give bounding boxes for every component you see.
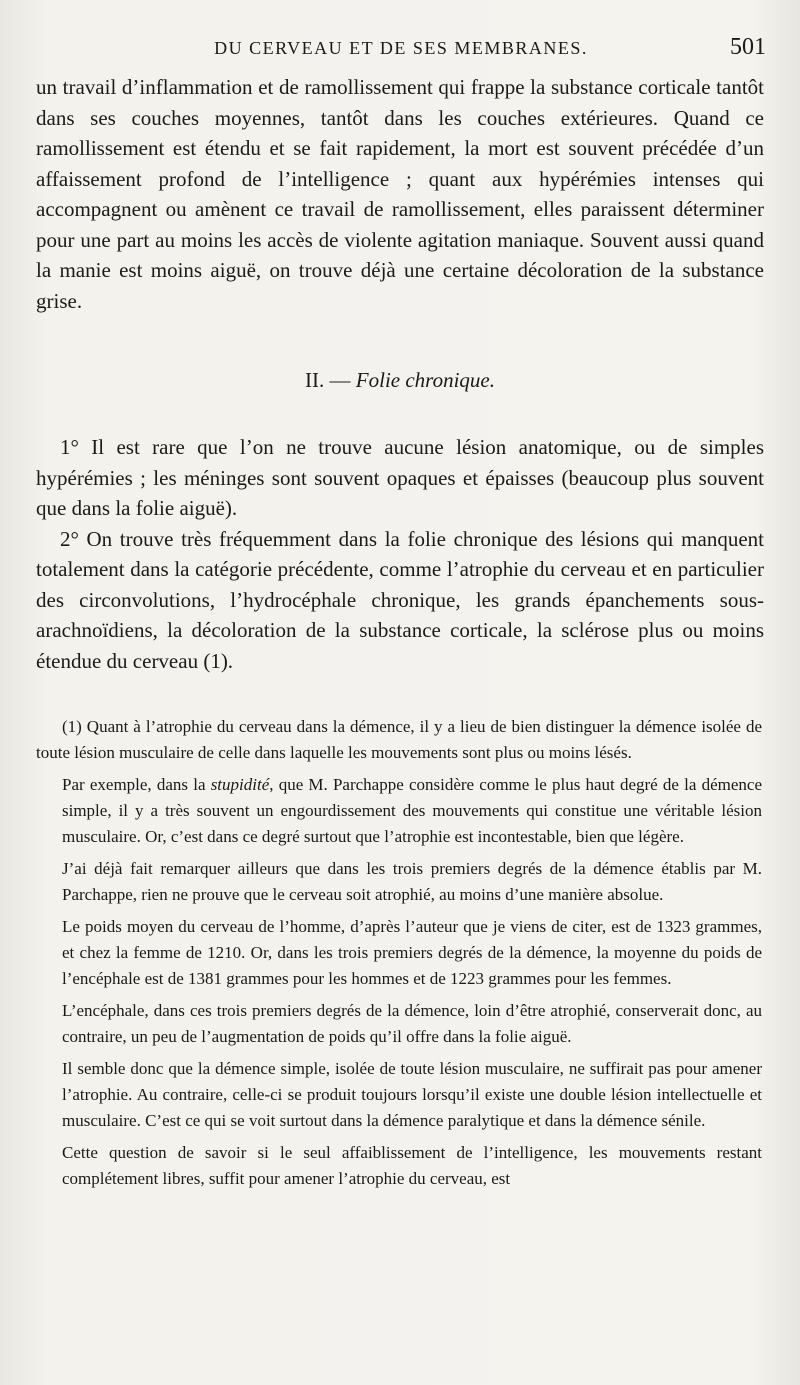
footnote-3: J’ai déjà fait remarquer ailleurs que dans les trois premiers degrés de la démence établis par M. Parchappe, rien ne prouve que le cerveau soit atrophié, au moins d’une manière absolue.: [62, 859, 762, 904]
opening-paragraph: un travail d’inflammation et de ramollissement qui frappe la substance corticale tantôt dans ses couches moyennes, tantôt dans les couches extérieures. Quand ce ramollissement est étendu et se fait rapidement, la mort est souvent précédée d’un affaissement profond de l’intelligence ; quant aux hypérémies intenses qui accompagnent ou amènent ce travail de ramollissement, elles paraissent déterminer pour une part au moins les accès de violente agitation maniaque. Souvent aussi quand la manie est moins aiguë, on trouve déjà une certaine décoloration de la substance grise.: [36, 75, 764, 313]
footnote-2-italic: stupidité: [210, 775, 270, 794]
footnote-1: (1) Quant à l’atrophie du cerveau dans la démence, il y a lieu de bien distinguer la démence isolée de toute lésion musculaire de celle dans laquelle les mouvements sont plus ou moins lésés.: [36, 717, 762, 762]
main-text-top: [36, 72, 764, 316]
footnote-6: Il semble donc que la démence simple, isolée de toute lésion musculaire, ne suffirait pas pour amener l’atrophie. Au contraire, celle-ci se produit toujours lorsqu’il existe une double lésion intellectuelle et musculaire. C’est ce qui se voit surtout dans la démence paralytique et dans la démence sénile.: [62, 1059, 762, 1130]
paragraph-1: 1° Il est rare que l’on ne trouve aucune lésion anatomique, ou de simples hypérémies ; les méninges sont souvent opaques et épaisses (beaucoup plus souvent que dans la folie aiguë).: [36, 435, 764, 520]
paragraph-2: 2° On trouve très fréquemment dans la folie chronique des lésions qui manquent totalement dans la catégorie précédente, comme l’atrophie du cerveau et en particulier des circonvolutions, l’hydrocéphale chronique, les grands épanchements sous-arachnoïdiens, la décoloration de la substance corticale, la sclérose plus ou moins étendue du cerveau (1).: [36, 526, 764, 673]
footnote-2: [62, 772, 762, 850]
footnote-7: Cette question de savoir si le seul affaiblissement de l’intelligence, les mouvements restant complétement libres, suffit pour amener l’atrophie du cerveau, est: [62, 1143, 762, 1188]
section-title: Folie chronique.: [355, 368, 495, 392]
page-header: [36, 34, 766, 68]
page-number: 501: [730, 34, 766, 60]
footnote-2-text-a: Par exemple, dans la: [62, 775, 211, 794]
footnotes: [36, 714, 762, 1198]
running-head: DU CERVEAU ET DE SES MEMBRANES.: [214, 38, 588, 58]
footnote-4: Le poids moyen du cerveau de l’homme, d’après l’auteur que je viens de citer, est de 1323 grammes, et chez la femme de 1210. Or, dans les trois premiers degrés de la démence, la moyenne du poids de l’encéphale est de 1381 grammes pour les hommes et de 1223 grammes pour les femmes.: [62, 917, 762, 988]
footnote-2-text-b: , que M. Parchappe considère comme le plus haut degré de la démence simple, il y a très souvent un engourdissement des mouvements qui constitue une véritable lésion musculaire. Or, c’est dans ce degré surtout que l’atrophie est incontestable, bien que légère.: [62, 775, 762, 846]
section-number: II. —: [305, 368, 351, 392]
main-text-section: [36, 432, 764, 676]
section-heading: [36, 368, 764, 393]
footnote-5: L’encéphale, dans ces trois premiers degrés de la démence, loin d’être atrophié, conserverait donc, au contraire, un peu de l’augmentation de poids qu’il offre dans la folie aiguë.: [62, 1001, 762, 1046]
